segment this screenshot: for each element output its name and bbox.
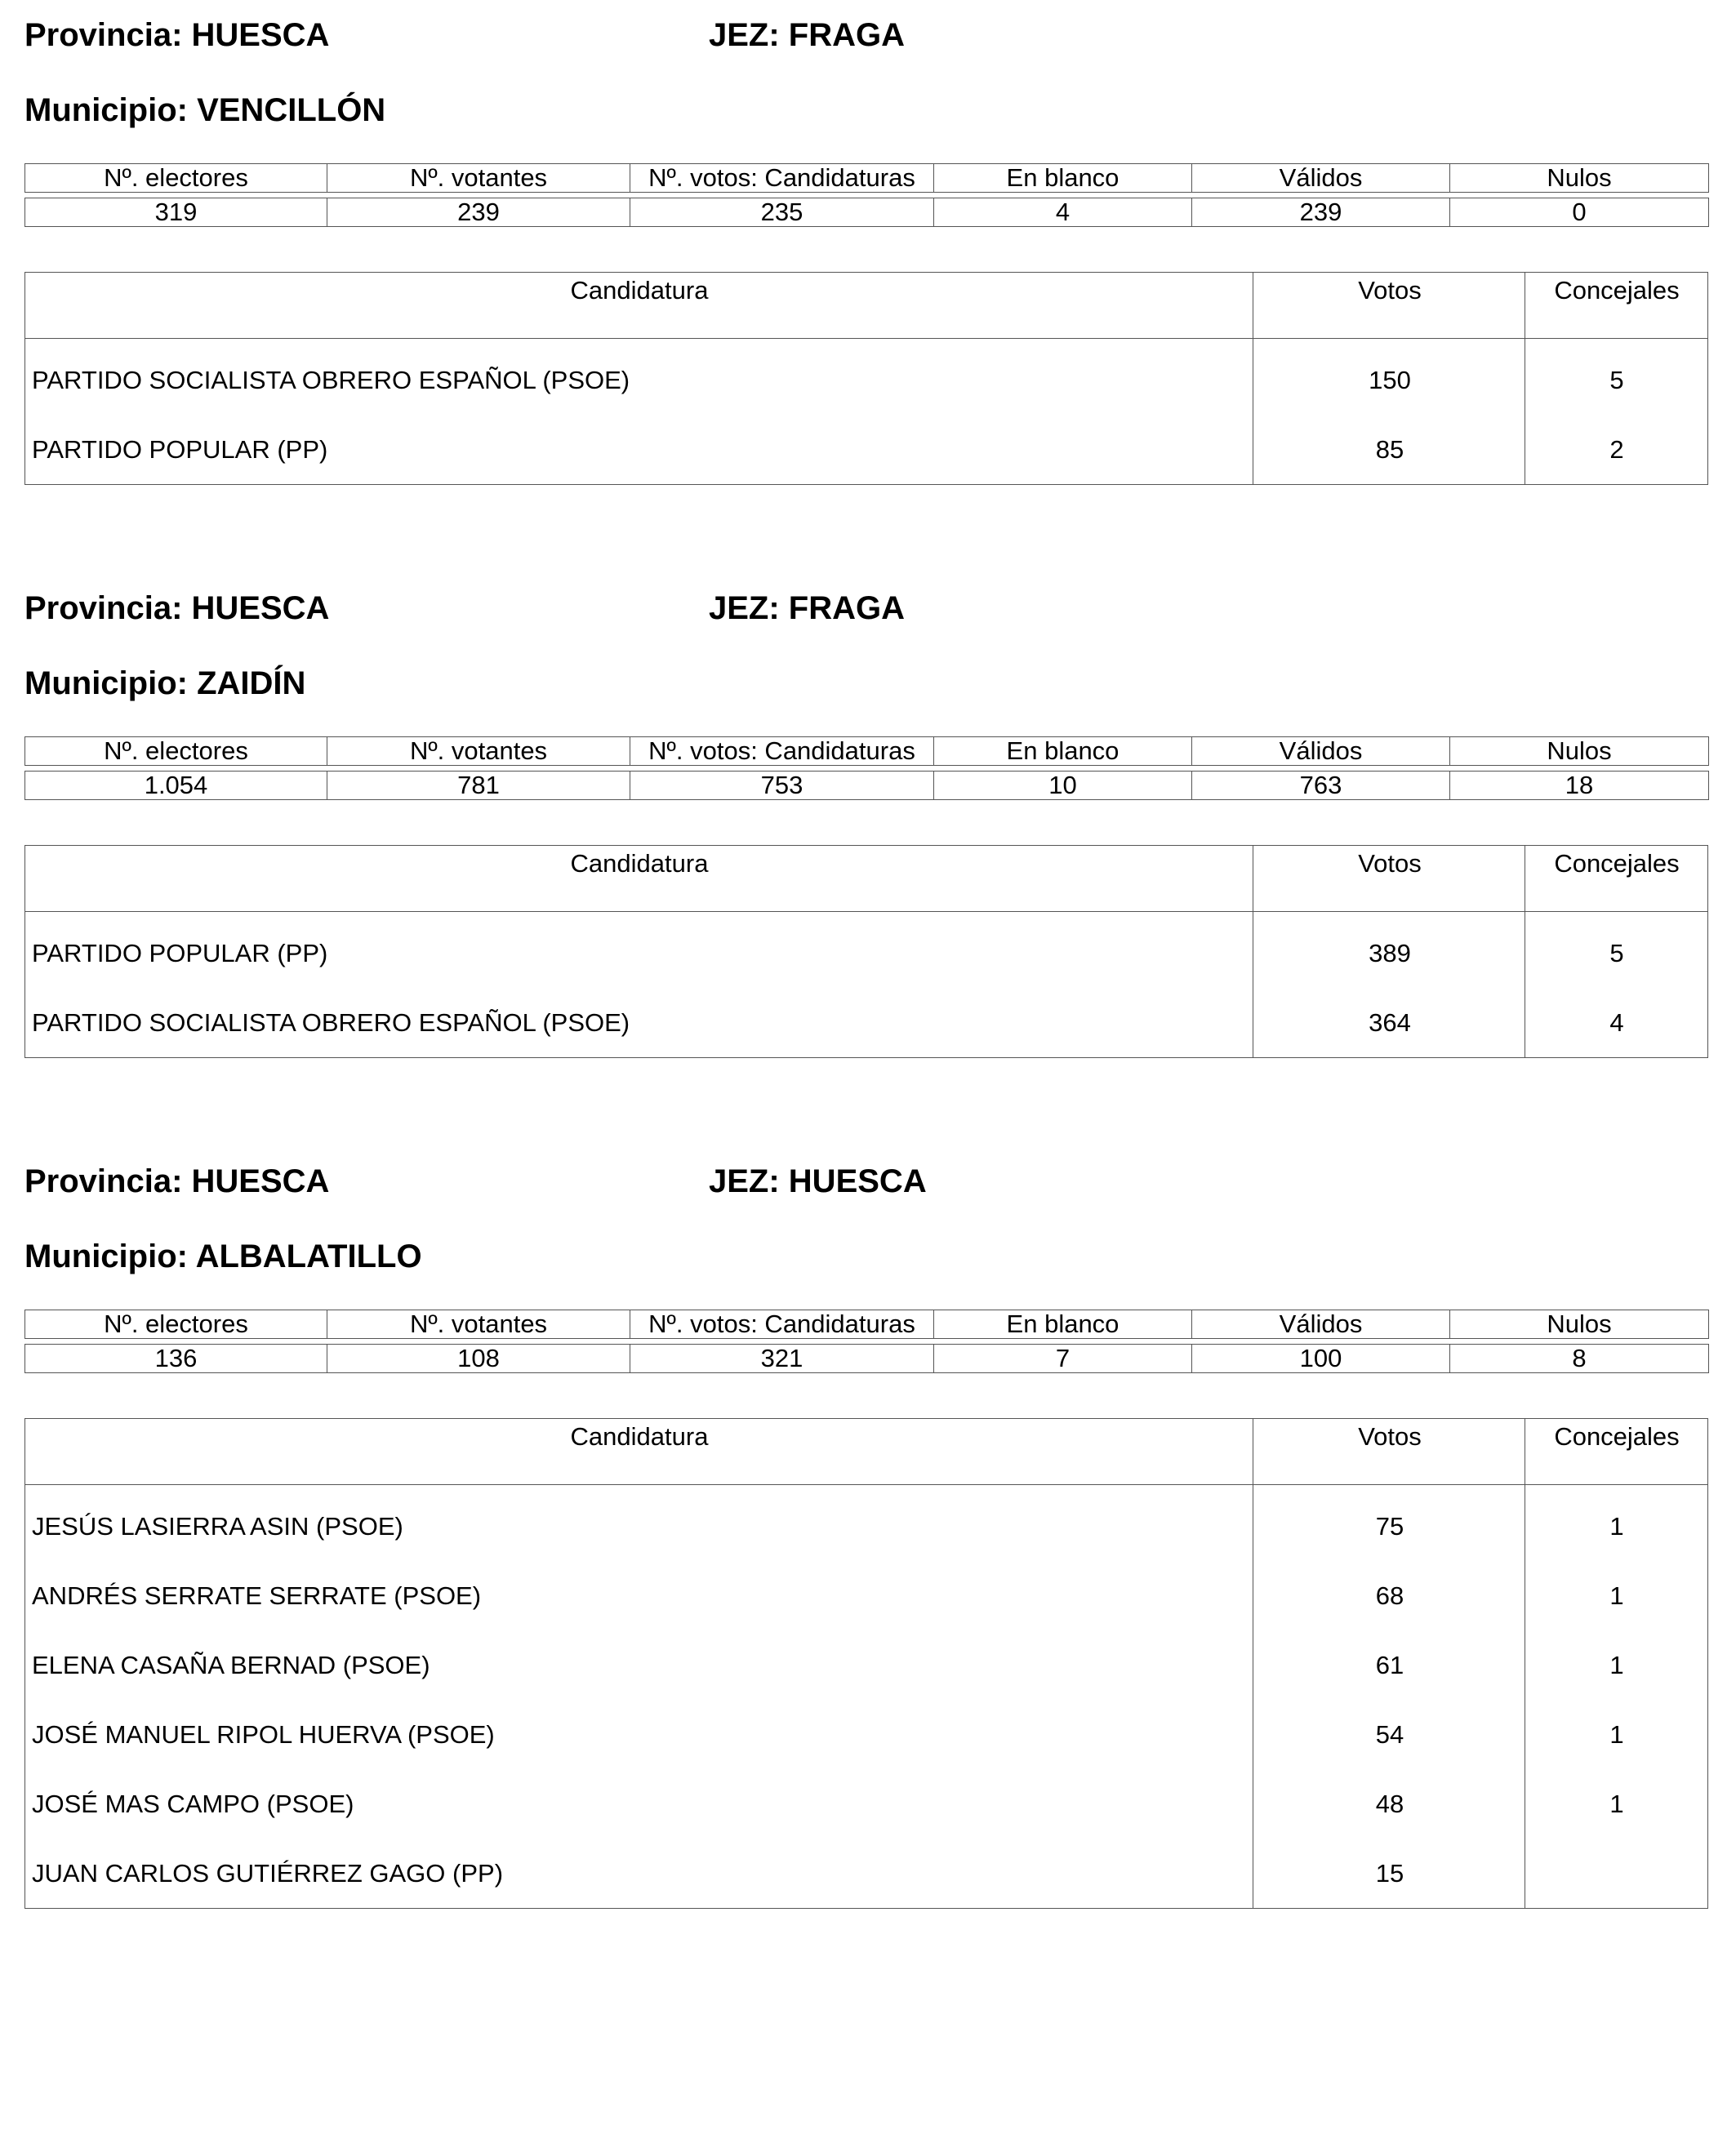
results-header-concejales: Concejales: [1554, 276, 1680, 305]
results-header-concejales: Concejales: [1554, 849, 1680, 878]
stats-header-row: [25, 737, 1709, 766]
candidatura-votos: 85: [1375, 435, 1404, 464]
stats-header-en-blanco: En blanco: [934, 737, 1192, 766]
results-header-row: [25, 846, 1707, 912]
candidatura-name: JESÚS LASIERRA ASIN (PSOE): [32, 1512, 403, 1541]
jez-heading: JEZ: FRAGA: [709, 590, 905, 626]
stats-header-nulos: Nulos: [1450, 737, 1709, 766]
stats-header-validos: Válidos: [1192, 1310, 1450, 1339]
candidatura-name: JUAN CARLOS GUTIÉRREZ GAGO (PP): [32, 1859, 504, 1888]
candidatura-concejales: 2: [1609, 435, 1624, 464]
candidatura-votos: 150: [1369, 366, 1411, 394]
stats-value-validos: 239: [1192, 198, 1450, 227]
results-header-candidatura: Candidatura: [570, 276, 709, 305]
stats-header-votos-candidaturas: Nº. votos: Candidaturas: [630, 1310, 934, 1339]
results-row: [25, 1630, 1707, 1700]
stats-header-nulos: Nulos: [1450, 164, 1709, 193]
results-table: [24, 272, 1708, 485]
candidatura-votos: 68: [1375, 1581, 1404, 1610]
stats-header-electores: Nº. electores: [25, 1310, 327, 1339]
provincia-heading: Provincia: HUESCA: [24, 17, 330, 53]
stats-value-votos-candidaturas: 321: [630, 1345, 934, 1373]
stats-header-votantes: Nº. votantes: [327, 164, 630, 193]
municipio-heading: Municipio: ZAIDÍN: [24, 665, 306, 701]
stats-header-votos-candidaturas: Nº. votos: Candidaturas: [630, 164, 934, 193]
stats-header-row: [25, 164, 1709, 193]
stats-header-en-blanco: En blanco: [934, 1310, 1192, 1339]
stats-value-en-blanco: 10: [934, 772, 1192, 800]
candidatura-votos: 75: [1375, 1512, 1404, 1541]
stats-value-en-blanco: 7: [934, 1345, 1192, 1373]
results-header-votos: Votos: [1358, 276, 1422, 305]
stats-value-row: [25, 772, 1709, 800]
candidatura-name: PARTIDO POPULAR (PP): [32, 939, 328, 967]
candidatura-votos: 364: [1369, 1008, 1411, 1037]
candidatura-name: ANDRÉS SERRATE SERRATE (PSOE): [32, 1581, 482, 1610]
candidatura-concejales: 1: [1609, 1512, 1624, 1541]
results-row: [25, 1769, 1707, 1839]
jez-heading: JEZ: FRAGA: [709, 17, 905, 53]
stats-value-votantes: 239: [327, 198, 630, 227]
stats-value-votos-candidaturas: 235: [630, 198, 934, 227]
municipio-heading: Municipio: ALBALATILLO: [24, 1238, 422, 1274]
candidatura-name: PARTIDO SOCIALISTA OBRERO ESPAÑOL (PSOE): [32, 366, 630, 394]
candidatura-votos: 15: [1375, 1859, 1404, 1888]
candidatura-votos: 54: [1375, 1720, 1404, 1749]
results-row: [25, 1561, 1707, 1630]
stats-value-row: [25, 198, 1709, 227]
stats-value-electores: 319: [25, 198, 327, 227]
results-header-votos: Votos: [1358, 849, 1422, 878]
candidatura-name: PARTIDO SOCIALISTA OBRERO ESPAÑOL (PSOE): [32, 1008, 630, 1037]
stats-header-validos: Válidos: [1192, 164, 1450, 193]
stats-value-en-blanco: 4: [934, 198, 1192, 227]
candidatura-votos: 389: [1369, 939, 1411, 967]
candidatura-name: JOSÉ MANUEL RIPOL HUERVA (PSOE): [32, 1720, 495, 1749]
results-header-candidatura: Candidatura: [570, 1422, 709, 1451]
results-table: [24, 1418, 1708, 1909]
results-row: [25, 1839, 1707, 1908]
candidatura-concejales: 1: [1609, 1581, 1624, 1610]
stats-value-electores: 136: [25, 1345, 327, 1373]
stats-value-row: [25, 1345, 1709, 1373]
stats-header-validos: Válidos: [1192, 737, 1450, 766]
candidatura-name: JOSÉ MAS CAMPO (PSOE): [32, 1790, 354, 1818]
stats-header-votantes: Nº. votantes: [327, 1310, 630, 1339]
stats-header-en-blanco: En blanco: [934, 164, 1192, 193]
jez-heading: JEZ: HUESCA: [709, 1163, 927, 1199]
candidatura-concejales: 1: [1609, 1720, 1624, 1749]
stats-header-row: [25, 1310, 1709, 1339]
candidatura-concejales: 4: [1609, 1008, 1624, 1037]
stats-header-votantes: Nº. votantes: [327, 737, 630, 766]
stats-value-nulos: 8: [1450, 1345, 1709, 1373]
results-header-row: [25, 273, 1707, 339]
stats-value-nulos: 0: [1450, 198, 1709, 227]
candidatura-concejales: 1: [1609, 1790, 1624, 1818]
stats-header-electores: Nº. electores: [25, 164, 327, 193]
results-header-candidatura: Candidatura: [570, 849, 709, 878]
stats-value-nulos: 18: [1450, 772, 1709, 800]
stats-header-nulos: Nulos: [1450, 1310, 1709, 1339]
candidatura-concejales: 1: [1609, 1651, 1624, 1679]
results-row: [25, 415, 1707, 484]
stats-value-votantes: 108: [327, 1345, 630, 1373]
candidatura-concejales: 5: [1609, 939, 1624, 967]
results-row: [25, 345, 1707, 415]
candidatura-votos: 48: [1375, 1790, 1404, 1818]
municipio-heading: Municipio: VENCILLÓN: [24, 92, 386, 128]
stats-value-votos-candidaturas: 753: [630, 772, 934, 800]
stats-value-validos: 100: [1192, 1345, 1450, 1373]
results-table: [24, 845, 1708, 1058]
provincia-heading: Provincia: HUESCA: [24, 590, 330, 626]
results-row: [25, 1700, 1707, 1769]
stats-table: [24, 163, 1709, 227]
stats-header-electores: Nº. electores: [25, 737, 327, 766]
results-header-concejales: Concejales: [1554, 1422, 1680, 1451]
stats-value-electores: 1.054: [25, 772, 327, 800]
stats-header-votos-candidaturas: Nº. votos: Candidaturas: [630, 737, 934, 766]
stats-value-validos: 763: [1192, 772, 1450, 800]
stats-value-votantes: 781: [327, 772, 630, 800]
results-header-votos: Votos: [1358, 1422, 1422, 1451]
candidatura-concejales: 5: [1609, 366, 1624, 394]
candidatura-name: ELENA CASAÑA BERNAD (PSOE): [32, 1651, 430, 1679]
results-header-row: [25, 1419, 1707, 1485]
stats-table: [24, 1310, 1709, 1373]
results-row: [25, 1492, 1707, 1561]
provincia-heading: Provincia: HUESCA: [24, 1163, 330, 1199]
stats-table: [24, 736, 1709, 800]
candidatura-name: PARTIDO POPULAR (PP): [32, 435, 328, 464]
results-row: [25, 918, 1707, 988]
results-row: [25, 988, 1707, 1057]
candidatura-votos: 61: [1375, 1651, 1404, 1679]
